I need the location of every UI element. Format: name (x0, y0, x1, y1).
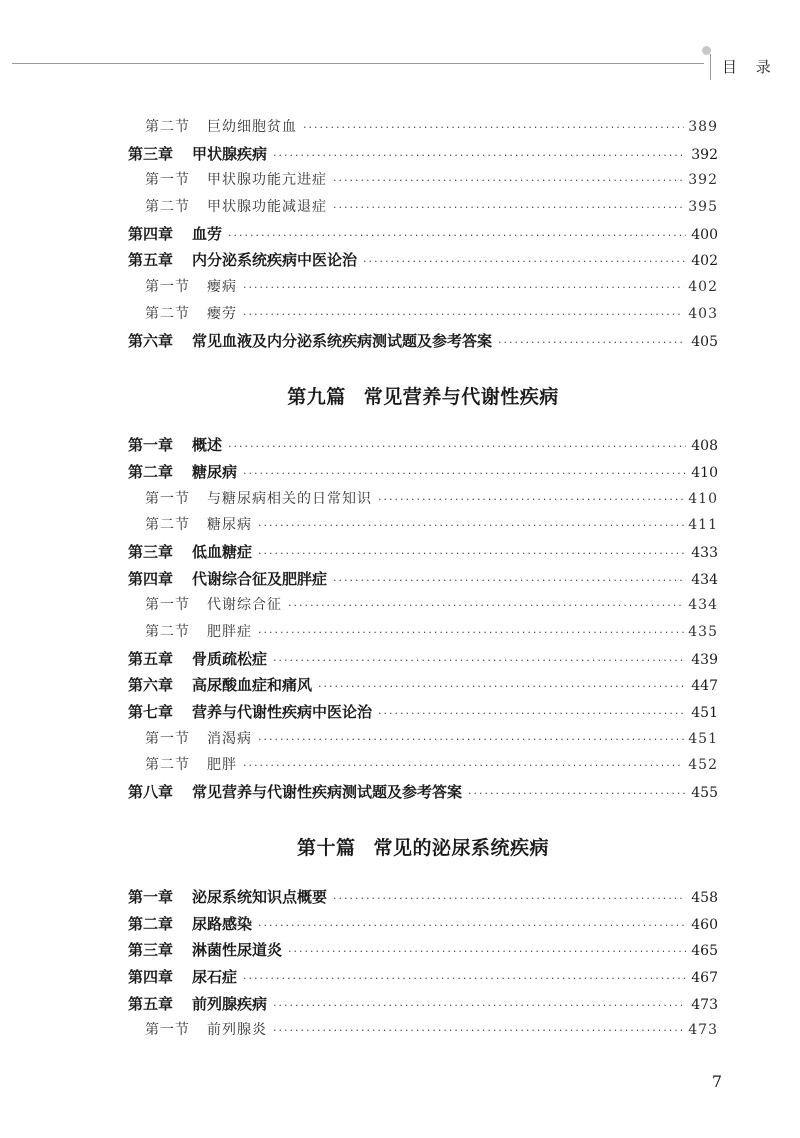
entry-number: 第六章 (128, 331, 174, 350)
entry-title: 糖尿病 (207, 517, 252, 534)
toc-chapter-entry[interactable] (128, 913, 718, 940)
dot-leader (333, 574, 686, 587)
toc-chapter-entry[interactable] (128, 330, 718, 357)
entry-number: 第七章 (128, 703, 174, 722)
entry-number: 第一章 (128, 436, 174, 455)
toc-section-entry[interactable] (128, 514, 718, 541)
entry-page-number: 408 (691, 438, 718, 455)
toc-chapter-entry[interactable] (128, 674, 718, 701)
entry-title: 糖尿病 (192, 462, 238, 481)
entry-page-number: 410 (688, 490, 718, 507)
part-heading (128, 808, 718, 886)
dot-leader (228, 440, 686, 453)
entry-title: 肥胖症 (207, 624, 252, 640)
dot-leader (243, 972, 686, 985)
entry-page-number: 392 (688, 172, 718, 189)
entry-number: 第四章 (128, 224, 174, 243)
toc-chapter-entry[interactable] (128, 886, 718, 913)
entry-page-number: 433 (691, 544, 718, 561)
dot-leader (273, 1024, 684, 1037)
dot-leader (243, 281, 684, 294)
entry-number: 第二节 (145, 119, 190, 135)
dot-leader (258, 519, 684, 532)
entry-title: 尿石症 (192, 967, 238, 986)
entry-page-number: 434 (688, 597, 718, 614)
entry-number: 第二章 (128, 914, 174, 933)
entry-number: 第一节 (145, 730, 190, 747)
entry-number: 第四章 (128, 569, 174, 588)
toc-section-entry[interactable] (128, 169, 718, 196)
entry-page-number: 467 (691, 969, 718, 986)
entry-title: 淋菌性尿道炎 (192, 941, 283, 960)
entry-number: 第五章 (128, 994, 174, 1013)
entry-page-number: 473 (688, 1022, 718, 1039)
entry-page-number: 405 (691, 333, 718, 350)
entry-number: 第二章 (128, 462, 174, 481)
entry-title: 泌尿系统知识点概要 (192, 887, 328, 906)
entry-number: 第六章 (128, 676, 174, 695)
entry-page-number: 411 (688, 517, 718, 534)
entry-title: 高尿酸血症和痛风 (192, 676, 313, 695)
dot-leader (333, 892, 686, 905)
dot-leader (243, 467, 686, 480)
dot-leader (288, 945, 686, 958)
toc-section-entry[interactable] (128, 303, 718, 330)
entry-number: 第一节 (145, 490, 190, 507)
toc-section-entry[interactable] (128, 594, 718, 621)
entry-page-number: 455 (691, 785, 718, 802)
entry-page-number: 460 (691, 916, 718, 933)
toc-chapter-entry[interactable] (128, 781, 718, 808)
dot-leader (243, 308, 684, 321)
entry-page-number: 439 (691, 651, 718, 668)
entry-title: 骨质疏松症 (192, 649, 268, 668)
dot-leader (258, 919, 686, 932)
entry-number: 第三章 (128, 941, 174, 960)
entry-number: 第二节 (145, 305, 190, 322)
entry-page-number: 403 (688, 305, 718, 322)
entry-title: 低血糖症 (192, 542, 253, 561)
entry-title: 前列腺疾病 (192, 994, 268, 1013)
entry-title: 血劳 (192, 224, 223, 243)
toc-section-entry[interactable] (128, 1019, 718, 1046)
toc-section-entry[interactable] (128, 488, 718, 515)
entry-page-number: 395 (688, 199, 718, 216)
toc-chapter-entry[interactable] (128, 541, 718, 568)
dot-leader (318, 680, 686, 693)
toc-chapter-entry[interactable] (128, 939, 718, 966)
toc-section-entry[interactable] (128, 276, 718, 303)
dot-leader (333, 201, 684, 214)
entry-page-number: 458 (691, 889, 718, 906)
toc-section-entry[interactable] (128, 116, 718, 143)
entry-number: 第一节 (145, 172, 190, 189)
entry-number: 第三章 (128, 542, 174, 561)
page-number: 7 (711, 1072, 722, 1091)
entry-number: 第五章 (128, 649, 174, 668)
toc-chapter-entry[interactable] (128, 223, 718, 250)
entry-number: 第一节 (145, 279, 190, 296)
entry-page-number: 451 (691, 705, 718, 722)
entry-page-number: 465 (691, 943, 718, 960)
toc-chapter-entry[interactable] (128, 568, 718, 595)
toc-chapter-entry[interactable] (128, 993, 718, 1020)
toc-chapter-entry[interactable] (128, 461, 718, 488)
entry-title: 代谢综合征 (207, 597, 282, 614)
part-title: 常见营养与代谢性疾病 (363, 385, 559, 408)
entry-title: 甲状腺功能减退症 (207, 199, 327, 216)
entry-number: 第三章 (128, 144, 174, 163)
toc-chapter-entry[interactable] (128, 249, 718, 276)
part-number: 第十篇 (296, 837, 356, 860)
dot-leader (333, 174, 684, 187)
dot-leader (378, 493, 684, 506)
entry-number: 第二节 (145, 757, 190, 774)
entry-title: 甲状腺疾病 (192, 144, 268, 163)
dot-leader (258, 626, 684, 639)
dot-leader (303, 121, 684, 134)
entry-title: 概述 (192, 436, 223, 455)
entry-title: 前列腺炎 (207, 1022, 267, 1039)
dot-leader (363, 255, 686, 268)
dot-leader (288, 599, 684, 612)
dot-leader (258, 547, 686, 560)
part-heading (128, 356, 718, 434)
entry-title: 内分泌系统疾病中医论治 (192, 251, 358, 270)
entry-title: 肥胖 (207, 757, 237, 774)
entry-page-number: 434 (691, 571, 718, 588)
entry-number: 第八章 (128, 783, 174, 802)
entry-title: 代谢综合征及肥胖症 (192, 569, 328, 588)
entry-number: 第二节 (145, 624, 190, 640)
toc-chapter-entry[interactable] (128, 434, 718, 461)
entry-number: 第二节 (145, 517, 190, 534)
entry-page-number: 447 (691, 678, 718, 695)
dot-leader (378, 707, 686, 720)
entry-page-number: 392 (691, 146, 718, 163)
part-number: 第九篇 (287, 385, 346, 408)
toc-section-entry[interactable] (128, 196, 718, 223)
entry-number: 第一节 (145, 597, 190, 614)
toc-chapter-entry[interactable] (128, 143, 718, 170)
toc-section-entry[interactable] (128, 754, 718, 781)
entry-page-number: 452 (688, 757, 718, 774)
dot-leader (273, 999, 686, 1012)
running-header-title: 目 录 (722, 58, 778, 76)
dot-leader (498, 336, 686, 349)
entry-page-number: 473 (691, 996, 718, 1013)
entry-number: 第四章 (128, 967, 174, 986)
toc-section-entry[interactable] (128, 728, 718, 755)
dot-leader (273, 654, 686, 667)
entry-title: 巨幼细胞贫血 (207, 119, 297, 135)
entry-title: 瘿病 (207, 279, 237, 296)
entry-page-number: 410 (691, 464, 718, 481)
entry-page-number: 400 (691, 226, 718, 243)
dot-leader (258, 733, 684, 746)
entry-page-number: 402 (691, 253, 718, 270)
dot-leader (273, 149, 686, 162)
dot-leader (243, 759, 684, 772)
entry-title: 甲状腺功能亢进症 (207, 172, 327, 189)
toc-section-entry[interactable] (128, 621, 718, 648)
entry-title: 常见血液及内分泌系统疾病测试题及参考答案 (192, 331, 493, 350)
entry-page-number: 402 (688, 279, 718, 296)
entry-title: 瘿劳 (207, 305, 237, 322)
entry-number: 第一章 (128, 887, 174, 906)
entry-title: 营养与代谢性疾病中医论治 (192, 703, 373, 722)
entry-number: 第五章 (128, 251, 174, 270)
dot-leader (228, 229, 686, 242)
toc-chapter-entry[interactable] (128, 701, 718, 728)
entry-title: 消渴病 (207, 730, 252, 747)
table-of-contents (128, 116, 718, 1046)
entry-page-number: 435 (688, 624, 718, 640)
header-divider (710, 54, 711, 80)
entry-title: 与糖尿病相关的日常知识 (207, 490, 372, 507)
part-title: 常见的泌尿系统疾病 (373, 837, 550, 860)
entry-page-number: 389 (688, 119, 718, 135)
entry-title: 尿路感染 (192, 914, 253, 933)
entry-page-number: 451 (688, 730, 718, 747)
toc-chapter-entry[interactable] (128, 966, 718, 993)
entry-number: 第一节 (145, 1022, 190, 1039)
toc-chapter-entry[interactable] (128, 648, 718, 675)
dot-leader (468, 787, 686, 800)
header-rule (12, 63, 704, 64)
entry-number: 第二节 (145, 199, 190, 216)
entry-title: 常见营养与代谢性疾病测试题及参考答案 (192, 783, 463, 802)
